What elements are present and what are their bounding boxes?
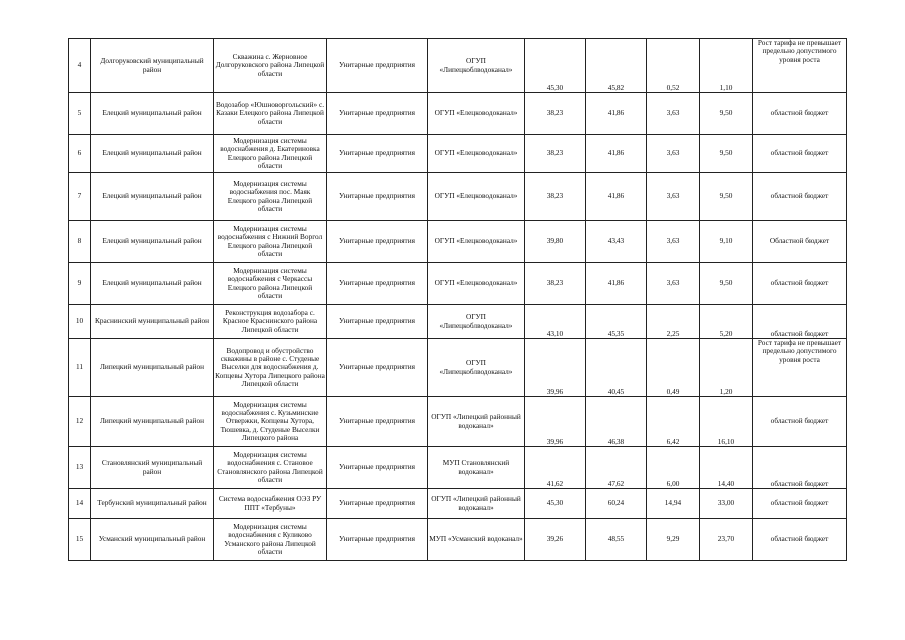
cell-funding-source: областной бюджет bbox=[753, 519, 847, 561]
table-row bbox=[69, 519, 847, 561]
cell-district: Тербунский муниципальный район bbox=[91, 489, 214, 519]
cell-increase: 3,63 bbox=[647, 93, 700, 135]
cell-tariff-old: 38,23 bbox=[525, 93, 586, 135]
cell-increase: 9,29 bbox=[647, 519, 700, 561]
cell-funding-source: областной бюджет bbox=[753, 397, 847, 447]
cell-district: Липецкий муниципальный район bbox=[91, 397, 214, 447]
cell-tariff-old: 39,26 bbox=[525, 519, 586, 561]
cell-funding-source: областной бюджет bbox=[753, 93, 847, 135]
cell-district: Елецкий муниципальный район bbox=[91, 93, 214, 135]
cell-district: Долгоруковский муниципальный район bbox=[91, 39, 214, 93]
cell-tariff-old: 39,96 bbox=[525, 397, 586, 447]
table-row bbox=[69, 447, 847, 489]
cell-tariff-old: 43,10 bbox=[525, 305, 586, 339]
cell-number: 8 bbox=[69, 221, 91, 263]
table-body bbox=[69, 39, 847, 561]
cell-organization: ОГУП «Елецководоканал» bbox=[428, 173, 525, 221]
cell-increase: 3,63 bbox=[647, 173, 700, 221]
cell-funding-source: областной бюджет bbox=[753, 173, 847, 221]
table-row bbox=[69, 39, 847, 93]
cell-increase-percent: 1,20 bbox=[700, 339, 753, 397]
cell-organization: ОГУП «Липецкоблводоканал» bbox=[428, 305, 525, 339]
cell-number: 12 bbox=[69, 397, 91, 447]
cell-increase: 0,49 bbox=[647, 339, 700, 397]
cell-district: Усманский муниципальный район bbox=[91, 519, 214, 561]
cell-increase: 3,63 bbox=[647, 135, 700, 173]
cell-organization: ОГУП «Елецководоканал» bbox=[428, 263, 525, 305]
cell-district: Елецкий муниципальный район bbox=[91, 173, 214, 221]
cell-district: Елецкий муниципальный район bbox=[91, 263, 214, 305]
cell-org-type: Унитарные предприятия bbox=[327, 305, 428, 339]
cell-number: 15 bbox=[69, 519, 91, 561]
cell-tariff-new: 46,38 bbox=[586, 397, 647, 447]
table-row bbox=[69, 173, 847, 221]
cell-district: Елецкий муниципальный район bbox=[91, 221, 214, 263]
cell-organization: ОГУП «Липецкоблводоканал» bbox=[428, 39, 525, 93]
cell-tariff-new: 47,62 bbox=[586, 447, 647, 489]
cell-org-type: Унитарные предприятия bbox=[327, 93, 428, 135]
cell-tariff-new: 48,55 bbox=[586, 519, 647, 561]
cell-tariff-new: 45,82 bbox=[586, 39, 647, 93]
table-row bbox=[69, 397, 847, 447]
cell-increase-percent: 9,50 bbox=[700, 173, 753, 221]
cell-organization: ОГУП «Елецководоканал» bbox=[428, 93, 525, 135]
cell-org-type: Унитарные предприятия bbox=[327, 339, 428, 397]
cell-number: 7 bbox=[69, 173, 91, 221]
cell-number: 4 bbox=[69, 39, 91, 93]
cell-number: 6 bbox=[69, 135, 91, 173]
tariff-table bbox=[68, 38, 847, 561]
cell-tariff-old: 45,30 bbox=[525, 489, 586, 519]
cell-number: 14 bbox=[69, 489, 91, 519]
cell-object: Водозабор «Юшноворгольский» с. Казаки Елецкого района Липецкой области bbox=[214, 93, 327, 135]
cell-org-type: Унитарные предприятия bbox=[327, 221, 428, 263]
cell-increase: 2,25 bbox=[647, 305, 700, 339]
cell-increase-percent: 23,70 bbox=[700, 519, 753, 561]
cell-tariff-new: 41,86 bbox=[586, 263, 647, 305]
cell-increase: 6,42 bbox=[647, 397, 700, 447]
cell-organization: ОГУП «Липецкоблводоканал» bbox=[428, 339, 525, 397]
cell-tariff-new: 41,86 bbox=[586, 135, 647, 173]
cell-funding-source: Рост тарифа не превышает предельно допустимого уровня роста bbox=[753, 339, 847, 397]
cell-funding-source: Областной бюджет bbox=[753, 221, 847, 263]
cell-org-type: Унитарные предприятия bbox=[327, 447, 428, 489]
cell-number: 13 bbox=[69, 447, 91, 489]
cell-object: Реконструкция водозабора с. Красное Краснинского района Липецкой области bbox=[214, 305, 327, 339]
cell-tariff-new: 41,86 bbox=[586, 93, 647, 135]
cell-tariff-old: 38,23 bbox=[525, 135, 586, 173]
cell-organization: МУП Становлянский водоканал» bbox=[428, 447, 525, 489]
cell-org-type: Унитарные предприятия bbox=[327, 519, 428, 561]
cell-increase-percent: 9,50 bbox=[700, 135, 753, 173]
cell-district: Краснинский муниципальный район bbox=[91, 305, 214, 339]
cell-tariff-old: 38,23 bbox=[525, 173, 586, 221]
cell-tariff-old: 41,62 bbox=[525, 447, 586, 489]
cell-object: Система водоснабжения ОЭЗ РУ ППТ «Тербуны» bbox=[214, 489, 327, 519]
cell-increase: 14,94 bbox=[647, 489, 700, 519]
cell-increase-percent: 9,10 bbox=[700, 221, 753, 263]
cell-increase: 3,63 bbox=[647, 263, 700, 305]
cell-increase: 6,00 bbox=[647, 447, 700, 489]
table-row bbox=[69, 135, 847, 173]
cell-funding-source: Рост тарифа не превышает предельно допустимого уровня роста bbox=[753, 39, 847, 93]
cell-tariff-new: 41,86 bbox=[586, 173, 647, 221]
cell-organization: ОГУП «Елецководоканал» bbox=[428, 221, 525, 263]
cell-object: Модернизация системы водоснабжения с Нижний Воргол Елецкого района Липецкой области bbox=[214, 221, 327, 263]
cell-organization: ОГУП «Липецкий районный водоканал» bbox=[428, 489, 525, 519]
cell-object: Водопровод и обустройство скважины в районе с. Студеные Выселки для водоснабжения д. Копцевы Хутора Липецкого района Липецкой области bbox=[214, 339, 327, 397]
cell-org-type: Унитарные предприятия bbox=[327, 39, 428, 93]
cell-increase-percent: 33,00 bbox=[700, 489, 753, 519]
cell-tariff-new: 40,45 bbox=[586, 339, 647, 397]
cell-tariff-new: 45,35 bbox=[586, 305, 647, 339]
cell-object: Модернизация системы водоснабжения пос. Маяк Елецкого района Липецкой области bbox=[214, 173, 327, 221]
cell-tariff-new: 60,24 bbox=[586, 489, 647, 519]
cell-funding-source: областной бюджет bbox=[753, 489, 847, 519]
cell-tariff-old: 45,30 bbox=[525, 39, 586, 93]
table-row bbox=[69, 221, 847, 263]
cell-organization: МУП «Усманский водоканал» bbox=[428, 519, 525, 561]
cell-organization: ОГУП «Елецководоканал» bbox=[428, 135, 525, 173]
cell-object: Модернизация системы водоснабжения д. Екатериновка Елецкого района Липецкой области bbox=[214, 135, 327, 173]
cell-funding-source: областной бюджет bbox=[753, 263, 847, 305]
cell-object: Скважина с. Жерновное Долгоруковского района Липецкой области bbox=[214, 39, 327, 93]
cell-org-type: Унитарные предприятия bbox=[327, 135, 428, 173]
cell-funding-source: областной бюджет bbox=[753, 135, 847, 173]
cell-tariff-old: 38,23 bbox=[525, 263, 586, 305]
cell-increase: 0,52 bbox=[647, 39, 700, 93]
cell-increase-percent: 9,50 bbox=[700, 93, 753, 135]
cell-district: Становлянский муниципальный район bbox=[91, 447, 214, 489]
cell-tariff-new: 43,43 bbox=[586, 221, 647, 263]
cell-object: Модернизация системы водоснабжения с. Кузьминские Отвержки, Копцевы Хутора, Тюшевка, д. Студеные Выселки Липецкого района bbox=[214, 397, 327, 447]
cell-org-type: Унитарные предприятия bbox=[327, 397, 428, 447]
cell-funding-source: областной бюджет bbox=[753, 447, 847, 489]
cell-district: Елецкий муниципальный район bbox=[91, 135, 214, 173]
table-row bbox=[69, 305, 847, 339]
cell-increase: 3,63 bbox=[647, 221, 700, 263]
cell-increase-percent: 9,50 bbox=[700, 263, 753, 305]
cell-organization: ОГУП «Липецкий районный водоканал» bbox=[428, 397, 525, 447]
cell-increase-percent: 5,20 bbox=[700, 305, 753, 339]
cell-tariff-old: 39,96 bbox=[525, 339, 586, 397]
cell-org-type: Унитарные предприятия bbox=[327, 173, 428, 221]
cell-object: Модернизация системы водоснабжения с Черкассы Елецкого района Липецкой области bbox=[214, 263, 327, 305]
table-row bbox=[69, 263, 847, 305]
cell-tariff-old: 39,80 bbox=[525, 221, 586, 263]
cell-org-type: Унитарные предприятия bbox=[327, 489, 428, 519]
cell-funding-source: областной бюджет bbox=[753, 305, 847, 339]
cell-district: Липецкий муниципальный район bbox=[91, 339, 214, 397]
table-row bbox=[69, 93, 847, 135]
table-row bbox=[69, 339, 847, 397]
table-row bbox=[69, 489, 847, 519]
cell-org-type: Унитарные предприятия bbox=[327, 263, 428, 305]
cell-object: Модернизация системы водоснабжения с. Становое Становлянского района Липецкой области bbox=[214, 447, 327, 489]
cell-increase-percent: 1,10 bbox=[700, 39, 753, 93]
cell-increase-percent: 14,40 bbox=[700, 447, 753, 489]
cell-object: Модернизация системы водоснабжения с Куликово Усманского района Липецкой области bbox=[214, 519, 327, 561]
cell-number: 10 bbox=[69, 305, 91, 339]
cell-number: 11 bbox=[69, 339, 91, 397]
cell-number: 5 bbox=[69, 93, 91, 135]
cell-number: 9 bbox=[69, 263, 91, 305]
cell-increase-percent: 16,10 bbox=[700, 397, 753, 447]
